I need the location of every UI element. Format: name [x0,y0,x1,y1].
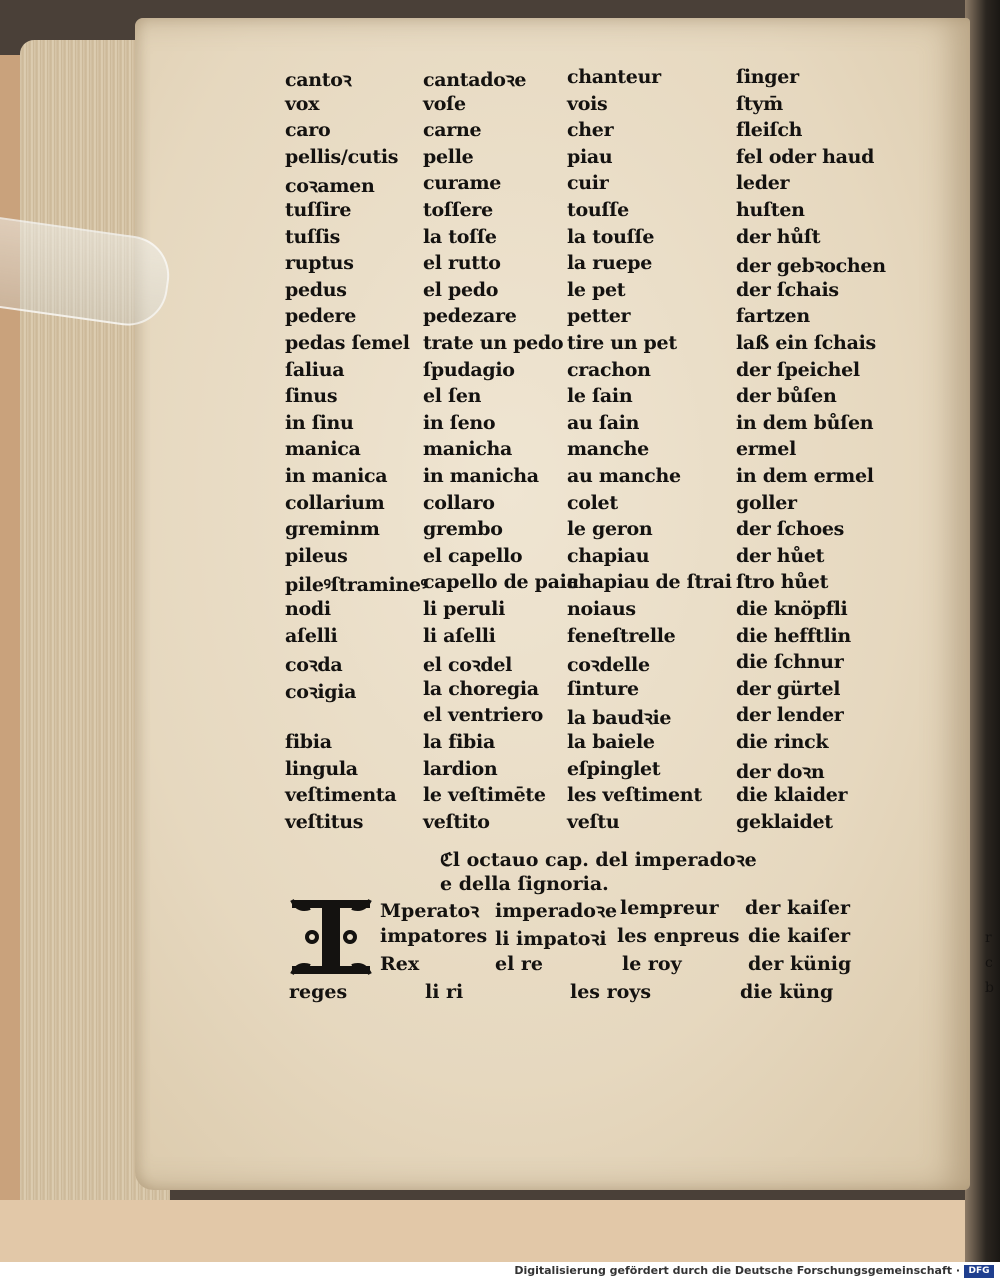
german-term: der bůſen [736,385,837,407]
italian-term: collaro [423,492,495,514]
german-term: die küng [740,981,834,1003]
italian-term: capello de paia [423,571,579,593]
french-term: chanteur [567,66,661,88]
german-term: ermel [736,438,797,460]
german-term: der künig [748,953,852,975]
german-term: die kaiſer [748,925,851,947]
italian-term: cantadoꝛe [423,69,527,91]
german-term: ſtro hůet [736,571,829,593]
italian-term: li peruli [423,598,505,620]
footer-bar [0,1262,1000,1281]
german-term: der ſchais [736,279,839,301]
chapter-heading-line1: ℭl octauo cap. del imperadoꝛe [440,849,757,871]
german-term: die klaider [736,784,848,806]
french-term: les enpreus [617,925,740,947]
italian-term: li aſelli [423,625,496,647]
italian-term: el capello [423,545,523,567]
margin-note: r [985,930,992,946]
italian-term: el rutto [423,252,501,274]
footer-credit: Digitalisierung gefördert durch die Deutsche Forschungsgemeinschaft · [514,1264,960,1277]
german-term: fleiſch [736,119,803,141]
italian-term: trate un pedo [423,332,564,354]
latin-term: reges [289,981,348,1003]
french-term: le pet [567,279,626,301]
latin-term: impatores [380,925,488,947]
margin-note: b [985,980,994,996]
french-term: chapiau [567,545,650,567]
decorated-initial-icon [288,896,374,978]
italian-term: manicha [423,438,513,460]
french-term: chapiau de ſtrai [567,571,732,593]
german-term: der doꝛn [736,761,825,783]
latin-term: coꝛigia [285,681,357,703]
french-term: le ſain [567,385,633,407]
latin-term: in manica [285,465,388,487]
latin-term: pedus [285,279,347,301]
latin-term: manica [285,438,361,460]
french-term: ſinture [567,678,639,700]
latin-term: pileus [285,545,348,567]
italian-term: carne [423,119,482,141]
italian-term: el ventriero [423,704,544,726]
german-term: der ſpeichel [736,359,860,381]
latin-term: veſtitus [285,811,364,833]
italian-term: el re [495,953,544,975]
italian-term: el ſen [423,385,482,407]
latin-term: Mperatoꝛ [380,900,480,922]
french-term: vois [567,93,608,115]
german-term: der gebꝛochen [736,255,886,277]
french-term: veſtu [567,811,620,833]
italian-term: le veſtimēte [423,784,546,806]
italian-term: in manicha [423,465,539,487]
latin-term: ſinus [285,385,338,407]
latin-term: coꝛamen [285,175,375,197]
french-term: la touſſe [567,226,655,248]
french-term: la baiele [567,731,655,753]
latin-term: pileꝰſtramineꝰ [285,574,428,596]
latin-term: collarium [285,492,385,514]
german-term: in dem bůſen [736,412,874,434]
german-term: goller [736,492,797,514]
latin-term: Rex [380,953,420,975]
german-term: die rinck [736,731,829,753]
german-term: ſinger [736,66,799,88]
german-term: der kaiſer [745,897,850,919]
chapter-heading-line2: e della ſignoria. [440,873,609,895]
italian-term: in ſeno [423,412,496,434]
german-term: fel oder haud [736,146,875,168]
italian-term: pelle [423,146,474,168]
german-term: in dem ermel [736,465,874,487]
german-term: der hůet [736,545,825,567]
french-term: lempreur [620,897,719,919]
french-term: les roys [570,981,652,1003]
french-term: manche [567,438,649,460]
italian-term: ſpudagio [423,359,515,381]
french-term: petter [567,305,631,327]
italian-term: la fibia [423,731,495,753]
italian-term: el coꝛdel [423,654,513,676]
french-term: le roy [622,953,682,975]
italian-term: pedezare [423,305,517,327]
latin-term: nodi [285,598,331,620]
french-term: coꝛdelle [567,654,650,676]
italian-term: imperadoꝛe [495,900,618,922]
italian-term: grembo [423,518,503,540]
french-term: au manche [567,465,681,487]
italian-term: li ri [425,981,464,1003]
italian-term: curame [423,172,502,194]
german-term: der hůſt [736,226,821,248]
french-term: cher [567,119,614,141]
german-term: ſtym̄ [736,93,783,115]
latin-term: ruptus [285,252,354,274]
french-term: crachon [567,359,651,381]
italian-term: toſſere [423,199,493,221]
italian-term: voſe [423,93,466,115]
latin-term: aſelli [285,625,338,647]
latin-term: pellis/cutis [285,146,399,168]
german-term: geklaidet [736,811,833,833]
french-term: la baudꝛie [567,707,672,729]
latin-term: in ſinu [285,412,354,434]
latin-term: lingula [285,758,358,780]
latin-term: caro [285,119,331,141]
dfg-logo-icon: DFG [964,1265,994,1278]
latin-term: ſaliua [285,359,345,381]
margin-note: c [985,955,993,971]
italian-term: la toſſe [423,226,497,248]
french-term: feneſtrelle [567,625,676,647]
latin-term: veſtimenta [285,784,397,806]
latin-term: coꝛda [285,654,343,676]
latin-term: greminm [285,518,380,540]
french-term: colet [567,492,618,514]
french-term: noiaus [567,598,636,620]
french-term: le geron [567,518,653,540]
latin-term: vox [285,93,320,115]
italian-term: li impatoꝛi [495,928,607,950]
italian-term: veſtito [423,811,490,833]
german-term: laß ein ſchais [736,332,876,354]
french-term: au ſain [567,412,640,434]
german-term: die knöpfli [736,598,848,620]
french-term: la ruepe [567,252,653,274]
latin-term: tuſſis [285,226,341,248]
french-term: les veſtiment [567,784,702,806]
italian-term: la choregia [423,678,539,700]
french-term: piau [567,146,613,168]
german-term: der lender [736,704,844,726]
latin-term: pedere [285,305,357,327]
german-term: der gürtel [736,678,841,700]
german-term: huſten [736,199,805,221]
german-term: die hefftlin [736,625,851,647]
latin-term: fibia [285,731,332,753]
italian-term: el pedo [423,279,499,301]
german-term: leder [736,172,790,194]
french-term: eſpinglet [567,758,661,780]
latin-term: tuſſire [285,199,352,221]
latin-term: cantoꝛ [285,69,352,91]
french-term: tire un pet [567,332,677,354]
german-term: der ſchoes [736,518,845,540]
french-term: cuir [567,172,609,194]
french-term: touſſe [567,199,629,221]
german-term: fartzen [736,305,810,327]
italian-term: lardion [423,758,498,780]
latin-term: pedas ſemel [285,332,410,354]
german-term: die ſchnur [736,651,844,673]
